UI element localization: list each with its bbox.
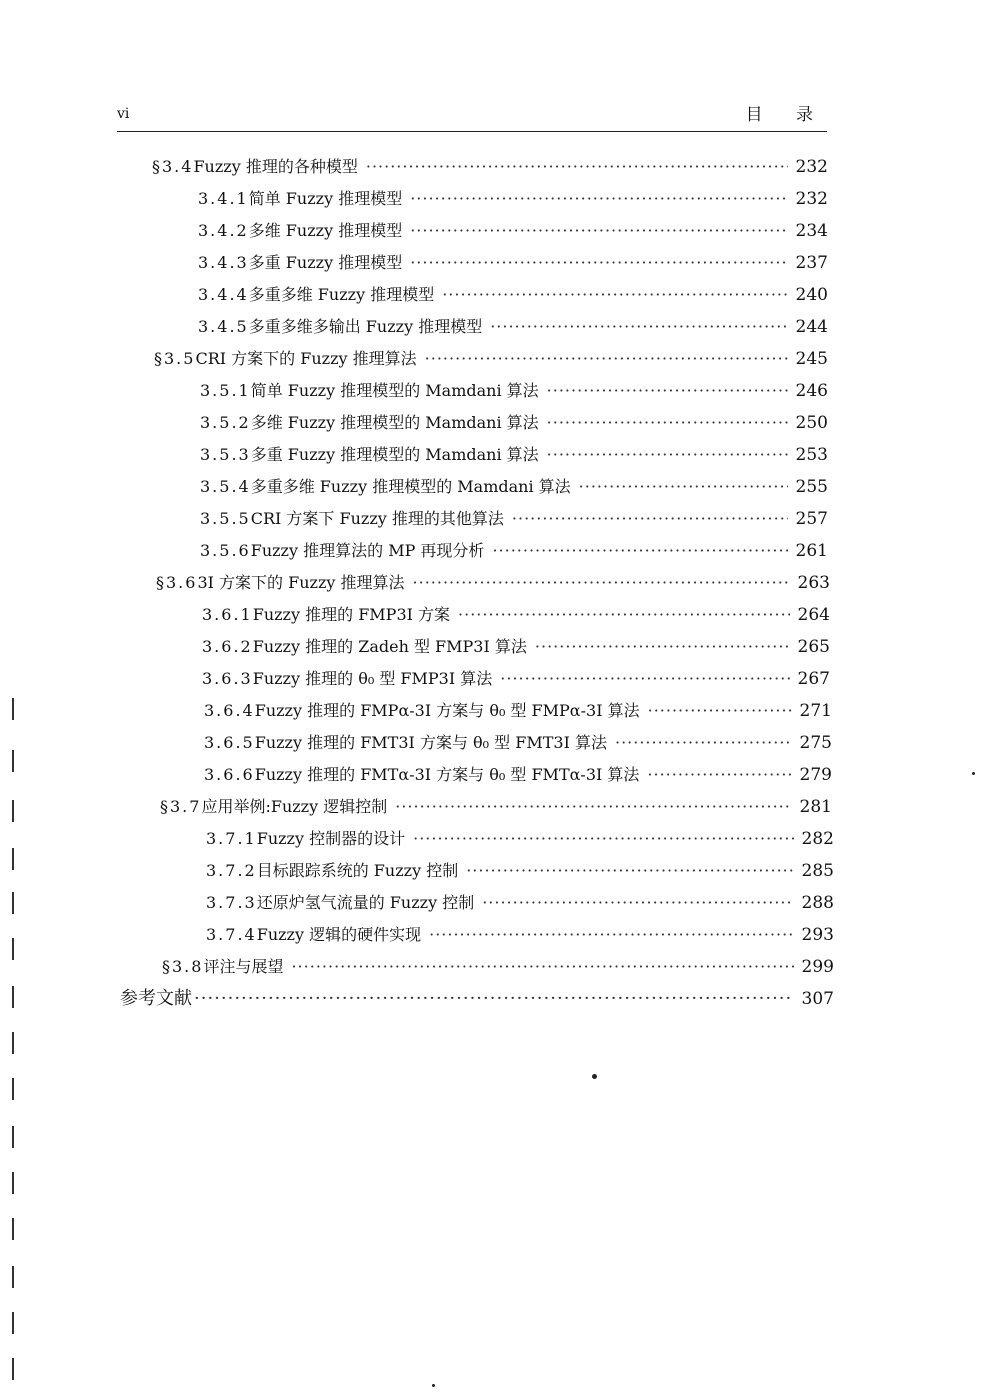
margin-tick: [12, 986, 14, 1008]
toc-number: 3.6.6: [204, 765, 255, 784]
toc-subsection[interactable]: [198, 252, 828, 274]
toc-title: CRI 方案下 Fuzzy 推理的其他算法: [250, 509, 504, 528]
toc-title: 多维 Fuzzy 推理模型的 Mamdani 算法: [250, 413, 539, 432]
toc-leader: [410, 252, 787, 274]
toc-number: 3.6.4: [204, 701, 255, 720]
toc-leader: [366, 156, 788, 178]
toc-number: 3.5.3: [200, 445, 251, 464]
toc-subsection[interactable]: [204, 764, 832, 786]
margin-tick: [12, 750, 14, 772]
toc-page: 267: [797, 669, 830, 689]
toc-subsection[interactable]: [200, 412, 828, 434]
toc-title: Fuzzy 推理的 Zadeh 型 FMP3I 算法: [252, 637, 527, 656]
toc-page: 246: [795, 381, 828, 401]
toc-number: §3.8: [162, 957, 204, 976]
toc-number: 3.6.3: [202, 669, 253, 688]
toc-number: 3.4.4: [198, 285, 249, 304]
toc-leader: [413, 828, 793, 850]
toc-subsection[interactable]: [202, 668, 830, 690]
toc-page: 234: [795, 221, 828, 241]
toc-page: 293: [801, 925, 834, 945]
header-rule: [117, 131, 827, 132]
toc-title: 多重多维 Fuzzy 推理模型: [248, 285, 435, 304]
toc-leader: [194, 988, 794, 1010]
toc-number: §3.4: [152, 157, 194, 176]
toc-leader: [615, 732, 792, 754]
toc-page: 271: [799, 701, 832, 721]
margin-tick: [12, 1172, 14, 1194]
toc-page: 281: [799, 797, 832, 817]
toc-subsection[interactable]: [200, 476, 828, 498]
toc-title: 多重 Fuzzy 推理模型: [248, 253, 403, 272]
toc-section[interactable]: [156, 572, 830, 594]
toc-page: 279: [799, 765, 832, 785]
toc-page: 261: [795, 541, 828, 561]
toc-page: 232: [795, 189, 828, 209]
toc-number: 3.5.1: [200, 381, 251, 400]
toc-subsection[interactable]: [200, 380, 828, 402]
toc-title: Fuzzy 推理的各种模型: [193, 157, 358, 176]
toc-page: 237: [795, 253, 828, 273]
toc-title: Fuzzy 推理算法的 MP 再现分析: [250, 541, 485, 560]
toc-subsection[interactable]: [200, 444, 828, 466]
margin-tick: [12, 1266, 14, 1288]
toc-page: 250: [795, 413, 828, 433]
toc-subsection[interactable]: [200, 508, 828, 530]
toc-number: 3.5.6: [200, 541, 251, 560]
toc-page: 307: [801, 989, 834, 1009]
toc-subsection[interactable]: [200, 540, 828, 562]
toc-title: Fuzzy 推理的 FMPα-3I 方案与 θ₀ 型 FMPα-3I 算法: [254, 701, 640, 720]
margin-tick: [12, 1078, 14, 1100]
toc-leader: [547, 412, 788, 434]
toc-page: 299: [801, 957, 834, 977]
toc-number: 3.4.3: [198, 253, 249, 272]
toc-subsection[interactable]: [206, 828, 834, 850]
toc-title: Fuzzy 推理的 FMTα-3I 方案与 θ₀ 型 FMTα-3I 算法: [254, 765, 640, 784]
toc-subsection[interactable]: [198, 284, 828, 306]
toc-number: 3.5.2: [200, 413, 251, 432]
margin-tick: [12, 800, 14, 822]
toc-title: 简单 Fuzzy 推理模型的 Mamdani 算法: [250, 381, 539, 400]
running-title: 目 录: [745, 105, 827, 125]
toc-leader: [535, 636, 790, 658]
toc-leader: [492, 540, 787, 562]
toc-number: 3.7.4: [206, 925, 257, 944]
toc-subsection[interactable]: [204, 732, 832, 754]
speck: [972, 772, 975, 775]
toc-leader: [458, 604, 790, 626]
toc-leader: [410, 188, 787, 210]
toc-title: 目标跟踪系统的 Fuzzy 控制: [256, 861, 459, 880]
toc-section[interactable]: [160, 796, 832, 818]
toc-number: 3.7.3: [206, 893, 257, 912]
toc-subsection[interactable]: [198, 316, 828, 338]
toc-subsection[interactable]: [202, 604, 830, 626]
toc-leader: [490, 316, 787, 338]
toc-page: 232: [795, 157, 828, 177]
toc-page: 275: [799, 733, 832, 753]
toc-leader: [547, 444, 788, 466]
toc-title: CRI 方案下的 Fuzzy 推理算法: [195, 349, 417, 368]
toc-page: 282: [801, 829, 834, 849]
toc-page: 265: [797, 637, 830, 657]
toc-page: 240: [795, 285, 828, 305]
toc-page: 263: [797, 573, 830, 593]
toc-number: §3.6: [156, 573, 198, 592]
toc-leader: [648, 700, 792, 722]
toc-title: 还原炉氢气流量的 Fuzzy 控制: [256, 893, 475, 912]
toc-page: 288: [801, 893, 834, 913]
page-number-roman: vi: [117, 106, 130, 122]
toc-leader: [512, 508, 788, 530]
toc-leader: [429, 924, 793, 946]
page-header: [117, 96, 827, 132]
toc-title: 多重多维 Fuzzy 推理模型的 Mamdani 算法: [250, 477, 571, 496]
toc-title: 应用举例:Fuzzy 逻辑控制: [201, 797, 388, 816]
margin-tick: [12, 848, 14, 870]
toc-title: Fuzzy 控制器的设计: [256, 829, 406, 848]
margin-tick: [12, 1358, 14, 1380]
toc-leader: [395, 796, 791, 818]
margin-tick: [12, 892, 14, 914]
toc-subsection[interactable]: [198, 188, 828, 210]
toc-leader: [500, 668, 789, 690]
toc-subsection[interactable]: [206, 860, 834, 882]
speck: [432, 1384, 435, 1387]
toc-number: 3.5.5: [200, 509, 251, 528]
toc-references[interactable]: [120, 988, 834, 1010]
toc-leader: [291, 956, 793, 978]
toc-subsection[interactable]: [198, 220, 828, 242]
toc-title: 评注与展望: [203, 957, 284, 976]
toc-page: 264: [797, 605, 830, 625]
toc-number: §3.7: [160, 797, 202, 816]
margin-tick: [12, 1126, 14, 1148]
toc-leader: [647, 764, 791, 786]
toc-subsection[interactable]: [206, 924, 834, 946]
toc-leader: [466, 860, 793, 882]
toc-leader: [410, 220, 787, 242]
toc-number: 3.6.2: [202, 637, 253, 656]
toc-leader: [442, 284, 787, 306]
toc-subsection[interactable]: [204, 700, 832, 722]
margin-tick: [12, 1312, 14, 1334]
toc-section[interactable]: [152, 156, 828, 178]
toc-title: Fuzzy 推理的 θ₀ 型 FMP3I 算法: [252, 669, 493, 688]
toc-title: 多重 Fuzzy 推理模型的 Mamdani 算法: [250, 445, 539, 464]
toc-page: 253: [795, 445, 828, 465]
toc-leader: [425, 348, 788, 370]
toc-leader: [413, 572, 790, 594]
toc-page: 285: [801, 861, 834, 881]
toc-subsection[interactable]: [206, 892, 834, 914]
toc-number: 3.6.5: [204, 733, 255, 752]
toc-title: 简单 Fuzzy 推理模型: [248, 189, 403, 208]
toc-subsection[interactable]: [202, 636, 830, 658]
margin-tick: [12, 698, 14, 720]
toc-number: 3.7.1: [206, 829, 257, 848]
speck: [592, 1074, 597, 1079]
toc-number: 3.5.4: [200, 477, 251, 496]
toc-number: §3.5: [154, 349, 196, 368]
toc-page: 255: [795, 477, 828, 497]
toc-section[interactable]: [162, 956, 834, 978]
toc-leader: [547, 380, 788, 402]
toc-section[interactable]: [154, 348, 828, 370]
toc-number: 3.7.2: [206, 861, 257, 880]
toc-leader: [482, 892, 793, 914]
toc-title: 参考文献: [120, 988, 192, 1009]
toc-title: Fuzzy 推理的 FMT3I 方案与 θ₀ 型 FMT3I 算法: [254, 733, 607, 752]
toc-number: 3.4.2: [198, 221, 249, 240]
toc-page: 245: [795, 349, 828, 369]
toc-title: 多重多维多输出 Fuzzy 推理模型: [248, 317, 483, 336]
toc-number: 3.6.1: [202, 605, 253, 624]
toc-number: 3.4.5: [198, 317, 249, 336]
toc-page: 257: [795, 509, 828, 529]
toc-title: Fuzzy 逻辑的硬件实现: [256, 925, 422, 944]
toc-title: 3I 方案下的 Fuzzy 推理算法: [197, 573, 405, 592]
margin-tick: [12, 938, 14, 960]
margin-tick: [12, 1218, 14, 1240]
toc-number: 3.4.1: [198, 189, 249, 208]
toc-title: Fuzzy 推理的 FMP3I 方案: [252, 605, 451, 624]
margin-tick: [12, 1032, 14, 1054]
toc-title: 多维 Fuzzy 推理模型: [248, 221, 403, 240]
toc-leader: [579, 476, 788, 498]
toc-page: 244: [795, 317, 828, 337]
